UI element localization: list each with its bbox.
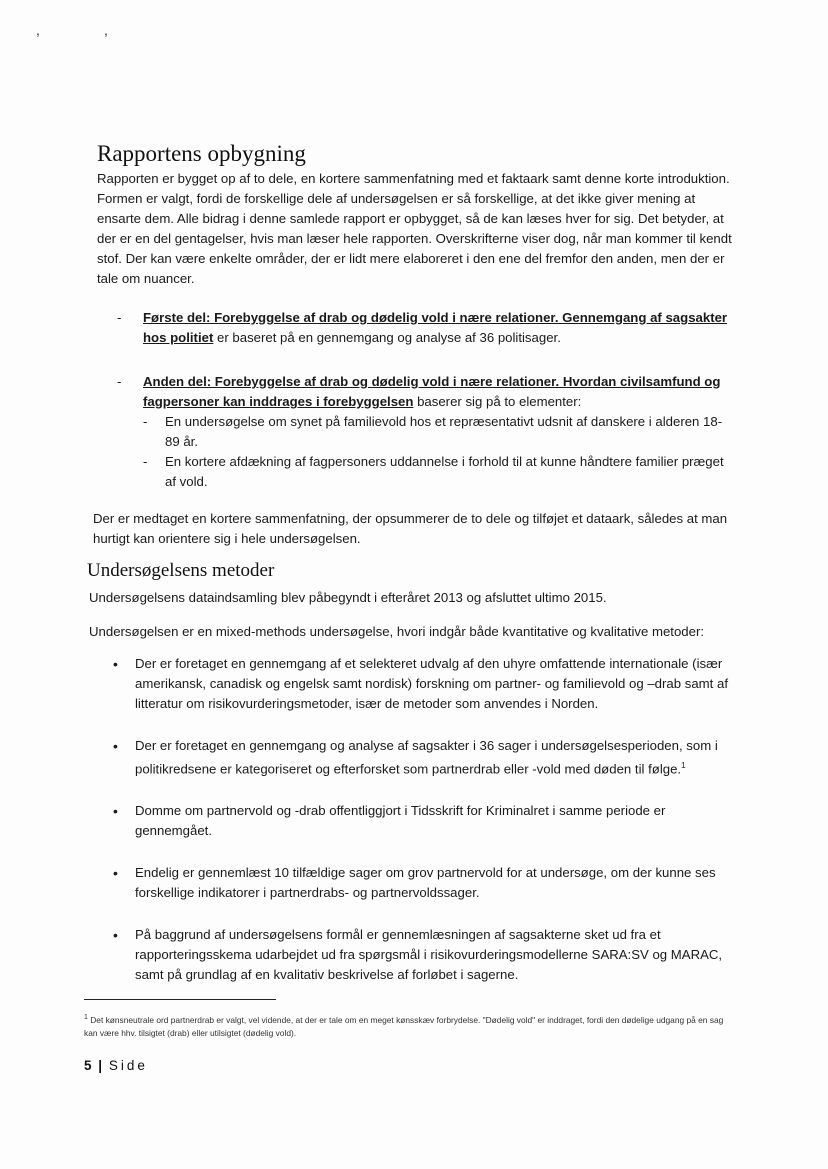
sub-item-text: En undersøgelse om synet på familievold hos et repræsentativt udsnit af danskere i alderen 18-89 år. — [165, 414, 723, 449]
methods-paragraph-2: Undersøgelsen er en mixed-methods undersøgelse, hvori indgår både kvantitative og kvalitative metoder: — [89, 624, 705, 639]
part-list — [117, 308, 732, 348]
bullet-icon: • — [113, 738, 118, 754]
bullet-icon: • — [113, 656, 118, 672]
dash-marker: - — [117, 374, 122, 389]
part-title-first: Første del: Forebyggelse af drab og dødelig vold i nære relationer. Gennemgang af sagsakter hos politiet — [143, 310, 728, 345]
bullet-icon: • — [113, 865, 118, 882]
methods-paragraph-1: Undersøgelsens dataindsamling blev påbegyndt i efteråret 2013 og afsluttet ultimo 2015. — [89, 590, 607, 605]
page-number: 5 — [84, 1058, 92, 1073]
intro-paragraph: Rapporten er bygget op af to dele, en kortere sammenfatning med et faktaark samt denne korte introduktion. Formen er valgt, fordi de forskellige dele af undersøgelsen er så forskellige, at det ikke giver mening at ensarte dem. Alle bidrag i denne samlede rapport er opbygget, så de kan læses hver for sig. Det betyder, at der er en del gentagelser, hvis man læser hele rapporten. Overskrifterne viser dog, når man kommer til kendt stof. Der kan være enkelte områder, der er lidt mere elaboreret i den ene del fremfor den anden, men der er tale om nuancer. — [97, 171, 732, 286]
footnote-text: Det kønsneutrale ord partnerdrab er valgt, vel vidende, at der er tale om en meget kønsskæv forbrydelse. "Dødelig vold" er inddraget, fordi den dødelige udgang på en sag kan være hhv. tilsigtet (drab) eller utilsigtet (dødelig vold). — [84, 1014, 724, 1038]
part-title-second: Anden del: Forebyggelse af drab og dødelig vold i nære relationer. Hvordan civilsamfund og fagpersoner kan inddrages i forebyggelsen — [143, 374, 721, 409]
page-footer — [84, 1058, 148, 1073]
sub-item — [143, 412, 732, 452]
heading-structure: Rapportens opbygning — [97, 141, 306, 166]
method-bullet-text: Domme om partnervold og -drab offentliggjort i Tidsskrift for Kriminalret i samme periode er gennemgået. — [135, 803, 666, 839]
footnote — [84, 1011, 724, 1040]
dash-marker: - — [143, 414, 148, 429]
part-item-second — [117, 372, 732, 492]
footnote-number: 1 — [84, 1014, 88, 1021]
part-list-second — [117, 372, 732, 492]
part-text-first: er baseret på en gennemgang og analyse af 36 politisager. — [213, 330, 561, 345]
method-bullet — [113, 736, 728, 779]
footnote-divider — [84, 999, 276, 1000]
sub-item — [143, 452, 732, 492]
method-bullet — [113, 863, 728, 903]
method-bullet — [113, 801, 728, 841]
bullet-icon: • — [113, 803, 118, 820]
method-bullet — [113, 654, 728, 714]
heading-methods: Undersøgelsens metoder — [87, 560, 275, 581]
method-bullet-text: Der er foretaget en gennemgang og analyse af sagsakter i 36 sager i undersøgelsesperioden, som i politikredsene er kategoriseret og efterforsket som partnerdrab eller -vold med døden til følge. — [135, 738, 718, 777]
dash-marker: - — [143, 454, 148, 469]
method-bullet-text: På baggrund af undersøgelsens formål er gennemlæsningen af sagsakterne sket ud fra et rapporteringsskema udarbejdet ud fra spørgsmål i risikovurderingsmodellerne SARA:SV og MARAC, samt på grundlag af en kvalitativ beskrivelse af forløbet i sagerne. — [135, 927, 723, 983]
method-bullet-text: Der er foretaget en gennemgang af et selekteret udvalg af den uhyre omfattende internationale (især amerikansk, canadisk og engelsk samt nordisk) forskning om partner- og familievold og –drab samt af litteratur om risikovurderingsmetoder, især de metoder som anvendes i Norden. — [135, 656, 728, 711]
page-separator: | — [98, 1058, 103, 1073]
method-bullet-list — [113, 654, 728, 1007]
dash-marker: - — [117, 310, 122, 325]
scan-mark: , — [36, 22, 40, 38]
sub-item-text: En kortere afdækning af fagpersoners uddannelse i forhold til at kunne håndtere familier præget af vold. — [165, 454, 724, 489]
summary-paragraph: Der er medtaget en kortere sammenfatning, der opsummerer de to dele og tilføjet et dataark, således at man hurtigt kan orientere sig i hele undersøgelsen. — [93, 511, 728, 546]
method-bullet — [113, 925, 728, 985]
part-text-second: baserer sig på to elementer: — [413, 394, 582, 409]
method-bullet-text: Endelig er gennemlæst 10 tilfældige sager om grov partnervold for at undersøge, om der kunne ses forskellige indikatorer i partnerdrabs- og partnervoldssager. — [135, 865, 716, 901]
scan-mark: , — [104, 22, 108, 38]
footnote-reference[interactable]: 1 — [681, 761, 686, 770]
sub-list — [143, 412, 732, 492]
page-label: Side — [108, 1058, 148, 1073]
bullet-icon: • — [113, 927, 118, 944]
part-item-first — [117, 308, 732, 348]
